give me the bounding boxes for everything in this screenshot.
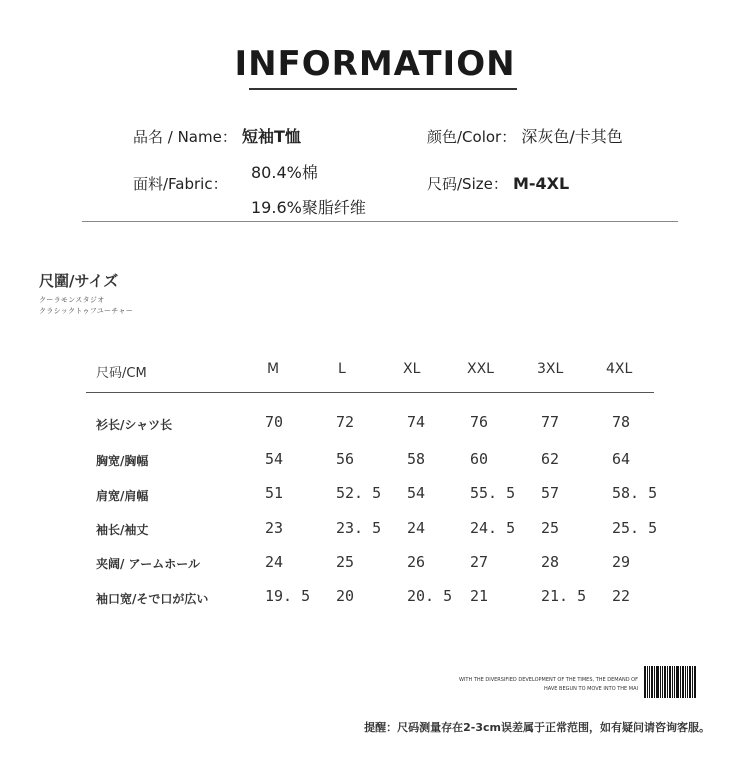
table-cell: 55. 5 [470, 484, 516, 502]
fabric-label: 面料/Fabric： [133, 175, 228, 193]
fabric-value-2: 19.6%聚脂纤维 [251, 198, 366, 217]
table-header-divider [86, 392, 654, 393]
size-label: 尺码/Size： [427, 175, 508, 193]
table-cell: 60 [470, 450, 489, 468]
row-label-armhole: 夹阔/ アームホール [96, 557, 200, 571]
table-cell: 76 [470, 413, 489, 431]
color-label: 颜色/Color： [427, 128, 517, 146]
row-label-shirt-length: 衫长/シャツ长 [96, 418, 173, 432]
row-label-chest-width: 胸宽/胸幅 [96, 454, 149, 468]
barcode-icon [644, 666, 700, 698]
size-col-l: L [338, 361, 346, 377]
name-value: 短袖T恤 [241, 127, 301, 146]
table-cell: 54 [265, 450, 284, 468]
size-row [427, 173, 569, 194]
table-cell: 21 [470, 587, 489, 605]
table-cell: 29 [612, 553, 631, 571]
fabric-label-row [133, 173, 228, 194]
size-col-m: M [267, 361, 280, 377]
color-row [427, 124, 623, 147]
table-cell: 20 [336, 587, 355, 605]
table-cell: 58 [407, 450, 426, 468]
table-cell: 19. 5 [265, 587, 311, 605]
row-label-sleeve-length: 袖长/袖丈 [96, 523, 149, 537]
table-header-label: 尺码/CM [96, 366, 147, 381]
size-section-title: 尺圍/サイズ [39, 272, 119, 290]
table-cell: 25 [541, 519, 560, 537]
table-cell: 52. 5 [336, 484, 382, 502]
size-col-4xl: 4XL [606, 361, 633, 377]
name-label: 品名 / Name： [133, 128, 237, 146]
info-divider [82, 221, 678, 222]
table-cell: 24 [407, 519, 426, 537]
table-cell: 56 [336, 450, 355, 468]
table-cell: 25. 5 [612, 519, 658, 537]
title-underline [249, 88, 517, 90]
measurement-notice: 提醒：尺码测量存在2-3cm误差属于正常范围，如有疑问请咨询客服。 [364, 721, 710, 734]
table-cell: 23 [265, 519, 284, 537]
footer-tagline-2: HAVE BEGUN TO MOVE INTO THE MAI [544, 686, 638, 692]
color-value: 深灰色/卡其色 [521, 127, 623, 146]
table-cell: 57 [541, 484, 560, 502]
table-cell: 25 [336, 553, 355, 571]
table-cell: 74 [407, 413, 426, 431]
table-cell: 24 [265, 553, 284, 571]
table-cell: 21. 5 [541, 587, 587, 605]
table-cell: 62 [541, 450, 560, 468]
table-cell: 28 [541, 553, 560, 571]
table-cell: 64 [612, 450, 631, 468]
row-label-cuff-width: 袖口宽/そで口が広い [96, 592, 209, 606]
table-cell: 23. 5 [336, 519, 382, 537]
size-section-subtitle-1: クーラモンスタジオ [39, 296, 105, 304]
size-section-subtitle-2: クラシックトゥフユーチャー [39, 307, 134, 315]
table-cell: 20. 5 [407, 587, 453, 605]
size-col-xl: XL [403, 361, 421, 377]
size-col-xxl: XXL [467, 361, 494, 377]
table-cell: 54 [407, 484, 426, 502]
table-cell: 77 [541, 413, 560, 431]
size-col-3xl: 3XL [537, 361, 564, 377]
table-cell: 26 [407, 553, 426, 571]
footer-tagline-1: WITH THE DIVERSIFIED DEVELOPMENT OF THE TIMES, THE DEMAND OF [459, 677, 638, 683]
table-cell: 78 [612, 413, 631, 431]
size-value: M-4XL [512, 174, 570, 193]
table-cell: 51 [265, 484, 284, 502]
table-cell: 70 [265, 413, 284, 431]
row-label-shoulder-width: 肩宽/肩幅 [96, 489, 149, 503]
table-cell: 72 [336, 413, 355, 431]
table-cell: 22 [612, 587, 631, 605]
table-cell: 24. 5 [470, 519, 516, 537]
table-cell: 58. 5 [612, 484, 658, 502]
name-row [133, 124, 301, 147]
page-title: INFORMATION [234, 44, 516, 84]
fabric-value-1: 80.4%棉 [251, 163, 318, 182]
table-cell: 27 [470, 553, 489, 571]
